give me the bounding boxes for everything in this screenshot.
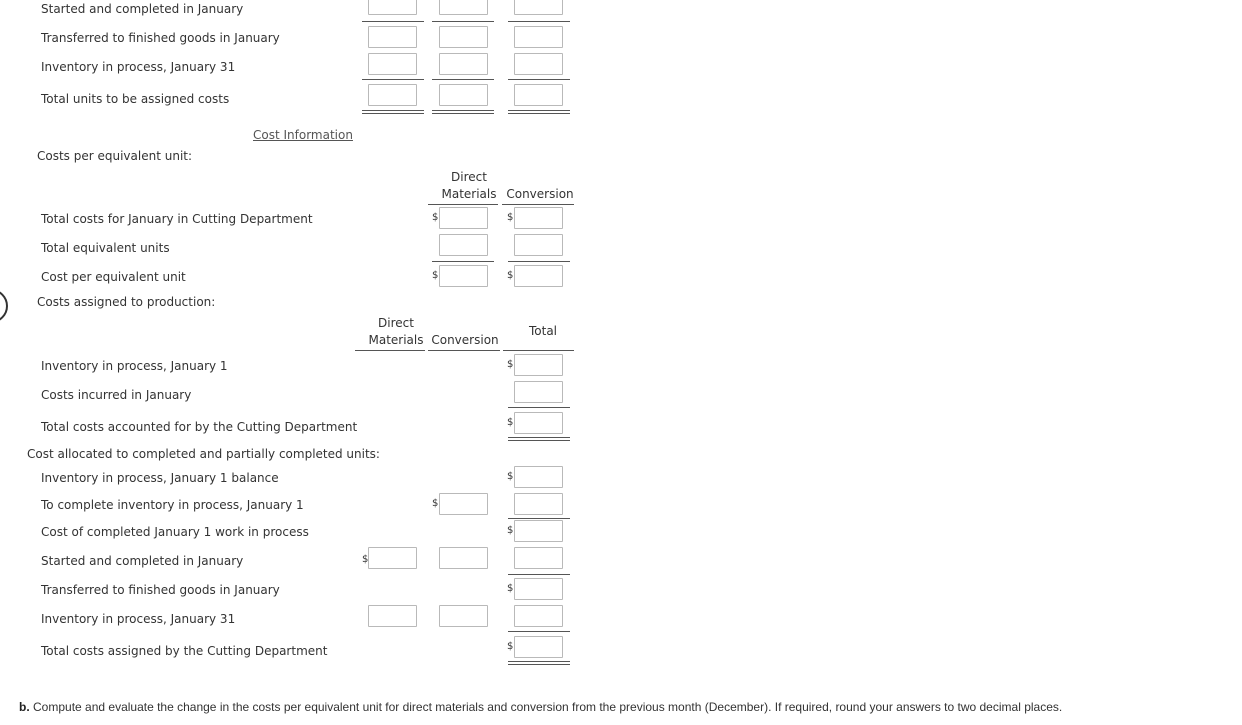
divider (502, 204, 574, 205)
cpu-cost-per-unit-conv-input[interactable] (514, 265, 563, 287)
alloc-heading: Cost allocated to completed and partially completed units: (27, 447, 380, 461)
units-transferred-col2-input[interactable] (439, 26, 488, 48)
double-rule (432, 110, 494, 114)
divider (432, 79, 494, 80)
assign-costs-incurred-total-input[interactable] (514, 381, 563, 403)
cpu-cost-per-unit-dm-input[interactable] (439, 265, 488, 287)
assign-row-total-accounted: Total costs accounted for by the Cutting Department (41, 420, 358, 434)
instruction-b (19, 700, 1062, 714)
cpu-header-direct-materials (433, 169, 505, 203)
cpu-row-total-costs: Total costs for January in Cutting Department (41, 212, 313, 226)
divider (362, 79, 424, 80)
navigation-circle-icon[interactable] (0, 289, 8, 323)
alloc-row-transferred: Transferred to finished goods in January (41, 583, 280, 597)
currency-symbol: $ (507, 270, 514, 281)
divider (503, 350, 574, 351)
divider (508, 261, 570, 262)
alloc-started-completed-dm-input[interactable] (368, 547, 417, 569)
currency-symbol: $ (432, 212, 439, 223)
units-transferred-col3-input[interactable] (514, 26, 563, 48)
units-row-inventory-jan31: Inventory in process, January 31 (41, 60, 236, 74)
currency-symbol: $ (507, 583, 514, 594)
instruction-label: b. (19, 700, 30, 714)
alloc-row-inventory-jan1-balance: Inventory in process, January 1 balance (41, 471, 279, 485)
units-total-col2-input[interactable] (439, 84, 488, 106)
cpu-equivalent-units-conv-input[interactable] (514, 234, 563, 256)
cost-information-link[interactable]: Cost Information (253, 128, 353, 142)
alloc-row-to-complete: To complete inventory in process, January 1 (41, 498, 304, 512)
double-rule (508, 661, 570, 665)
costs-assigned-heading: Costs assigned to production: (37, 295, 216, 309)
alloc-row-total-assigned: Total costs assigned by the Cutting Department (41, 644, 328, 658)
cpu-equivalent-units-dm-input[interactable] (439, 234, 488, 256)
alloc-started-completed-total-input[interactable] (514, 547, 563, 569)
units-row-transferred: Transferred to finished goods in January (41, 31, 280, 45)
currency-symbol: $ (507, 525, 514, 536)
cpu-total-costs-dm-input[interactable] (439, 207, 488, 229)
alloc-to-complete-conv-input[interactable] (439, 493, 488, 515)
currency-symbol: $ (507, 359, 514, 370)
divider (362, 21, 424, 22)
alloc-total-assigned-total-input[interactable] (514, 636, 563, 658)
cpu-header-conversion: Conversion (506, 187, 574, 201)
divider (508, 518, 570, 519)
divider (428, 204, 498, 205)
cpu-total-costs-conv-input[interactable] (514, 207, 563, 229)
divider (432, 261, 494, 262)
currency-symbol: $ (507, 417, 514, 428)
units-started-completed-col1-input[interactable] (368, 0, 417, 15)
cpu-header-dm-line1: Direct (451, 170, 487, 184)
currency-symbol: $ (507, 641, 514, 652)
alloc-row-inventory-jan31: Inventory in process, January 31 (41, 612, 236, 626)
divider (355, 350, 425, 351)
units-total-col3-input[interactable] (514, 84, 563, 106)
alloc-inventory-jan31-total-input[interactable] (514, 605, 563, 627)
alloc-row-started-completed: Started and completed in January (41, 554, 244, 568)
units-inventory-jan31-col2-input[interactable] (439, 53, 488, 75)
assign-header-total: Total (528, 324, 558, 338)
assign-total-accounted-total-input[interactable] (514, 412, 563, 434)
divider (508, 79, 570, 80)
double-rule (508, 110, 570, 114)
currency-symbol: $ (362, 554, 369, 565)
divider (508, 407, 570, 408)
alloc-row-cost-completed: Cost of completed January 1 work in process (41, 525, 309, 539)
units-transferred-col1-input[interactable] (368, 26, 417, 48)
cpu-header-dm-line2: Materials (441, 187, 497, 201)
alloc-inventory-jan31-conv-input[interactable] (439, 605, 488, 627)
divider (508, 574, 570, 575)
units-row-total: Total units to be assigned costs (41, 92, 230, 106)
assign-row-inventory-jan1: Inventory in process, January 1 (41, 359, 228, 373)
assign-header-conversion: Conversion (431, 333, 499, 347)
divider (432, 21, 494, 22)
currency-symbol: $ (432, 498, 439, 509)
units-inventory-jan31-col1-input[interactable] (368, 53, 417, 75)
assign-inventory-jan1-total-input[interactable] (514, 354, 563, 376)
alloc-inventory-jan1-balance-total-input[interactable] (514, 466, 563, 488)
units-started-completed-col2-input[interactable] (439, 0, 488, 15)
divider (508, 21, 570, 22)
currency-symbol: $ (507, 471, 514, 482)
instruction-text: Compute and evaluate the change in the costs per equivalent unit for direct materials and conversion from the previous month (December). If required, round your answers to two decimal places. (33, 700, 1063, 714)
alloc-cost-completed-total-input[interactable] (514, 520, 563, 542)
cpu-row-equivalent-units: Total equivalent units (41, 241, 170, 255)
currency-symbol: $ (507, 212, 514, 223)
alloc-started-completed-conv-input[interactable] (439, 547, 488, 569)
alloc-transferred-total-input[interactable] (514, 578, 563, 600)
alloc-to-complete-total-input[interactable] (514, 493, 563, 515)
assign-header-dm-line2: Materials (368, 333, 424, 347)
assign-row-costs-incurred: Costs incurred in January (41, 388, 192, 402)
double-rule (508, 437, 570, 441)
cpu-row-cost-per-unit: Cost per equivalent unit (41, 270, 186, 284)
units-inventory-jan31-col3-input[interactable] (514, 53, 563, 75)
assign-header-dm-line1: Direct (378, 316, 414, 330)
divider (428, 350, 500, 351)
alloc-inventory-jan31-dm-input[interactable] (368, 605, 417, 627)
units-total-col1-input[interactable] (368, 84, 417, 106)
costs-per-unit-heading: Costs per equivalent unit: (37, 149, 193, 163)
currency-symbol: $ (432, 270, 439, 281)
divider (508, 631, 570, 632)
double-rule (362, 110, 424, 114)
units-started-completed-col3-input[interactable] (514, 0, 563, 15)
assign-header-direct-materials (360, 315, 432, 349)
units-row-started-completed: Started and completed in January (41, 2, 244, 16)
